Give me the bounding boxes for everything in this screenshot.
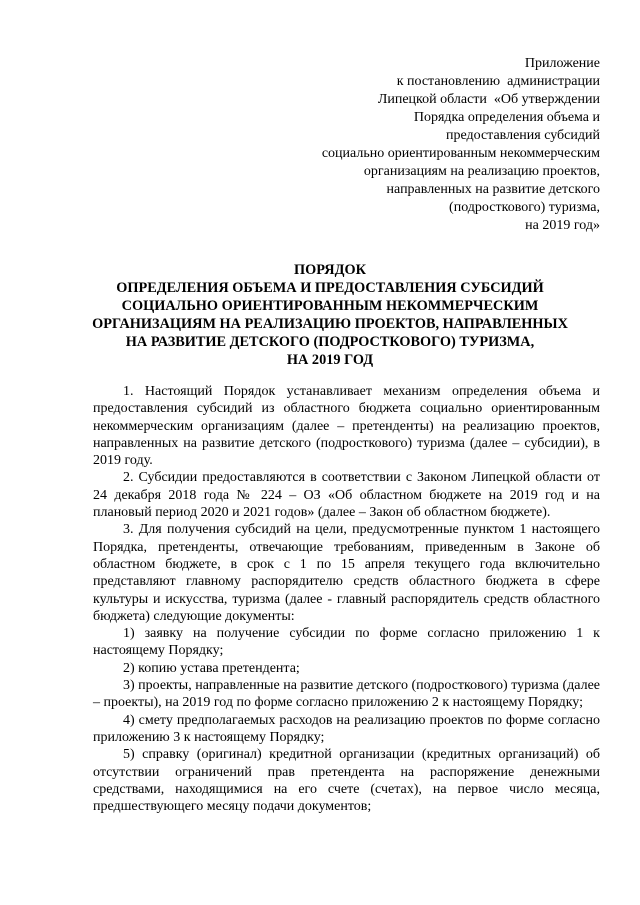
title-line: НА РАЗВИТИЕ ДЕТСКОГО (ПОДРОСТКОВОГО) ТУРИЗМА, [125,334,535,350]
list-item-1: 1) заявку на получение субсидии по форме согласно приложению 1 к настоящему Порядку; [93,626,600,659]
list-item-5: 5) справку (оригинал) кредитной организации (кредитных организаций) об отсутствии ограничений прав претендента на распоряжение денежными средствами, находящимися на его счете (счетах), на первое число месяца, предшествующего месяцу подачи документов; [93,747,600,815]
title-line: НА 2019 ГОД [286,352,374,368]
document-title [60,261,600,369]
appendix-line: (подросткового) туризма, [449,200,600,215]
title-line: ПОРЯДОК [294,262,366,278]
appendix-line: на 2019 год» [525,218,600,233]
paragraph-2: 2. Субсидии предоставляются в соответствии с Законом Липецкой области от 24 декабря 2018 года № 224 – ОЗ «Об областном бюджете на 2019 год и на плановый период 2020 и 2021 годов» (далее – Закон об областном бюджете). [93,470,600,521]
appendix-line: Порядка определения объема и [413,110,600,125]
list-item-4: 4) смету предполагаемых расходов на реализацию проектов по форме согласно приложению 3 к настоящему Порядку; [93,712,600,745]
title-line: ОРГАНИЗАЦИЯМ НА РЕАЛИЗАЦИЮ ПРОЕКТОВ, НАПРАВЛЕННЫХ [92,316,568,332]
paragraph-1: 1. Настоящий Порядок устанавливает механизм определения объема и предоставления субсидий из областного бюджета социально ориентированным некоммерческим организациям (далее – претенденты) на реализацию проектов, направленных на развитие детского (подросткового) туризма (далее – субсидии), в 2019 году. [93,384,600,469]
appendix-line: к постановлению администрации [396,74,600,89]
appendix-line: предоставления субсидий [445,128,600,143]
list-item-3: 3) проекты, направленные на развитие детского (подросткового) туризма (далее – проекты), на 2019 год по форме согласно приложению 2 к настоящему Порядку; [93,678,600,711]
title-line: СОЦИАЛЬНО ОРИЕНТИРОВАННЫМ НЕКОММЕРЧЕСКИМ [121,298,539,314]
appendix-line: организациям на реализацию проектов, [363,164,600,179]
appendix-line: Липецкой области «Об утверждении [377,92,600,107]
list-item-2: 2) копию устава претендента; [123,660,300,676]
title-line: ОПРЕДЕЛЕНИЯ ОБЪЕМА И ПРЕДОСТАВЛЕНИЯ СУБСИДИЙ [116,280,544,296]
document-body [93,383,600,815]
appendix-note [322,55,600,235]
appendix-line: направленных на развитие детского [386,182,600,197]
paragraph-3: 3. Для получения субсидий на цели, предусмотренные пунктом 1 настоящего Порядка, претенденты, отвечающие требованиям, приведенным в Законе об областном бюджете, в срок с 1 по 15 апреля текущего года включительно представляют главному распорядителю средств областного бюджета в сфере культуры и искусства, туризма (далее - главный распорядитель средств областного бюджета) следующие документы: [93,522,600,624]
appendix-line: социально ориентированным некоммерческим [321,146,600,161]
appendix-line: Приложение [524,56,600,71]
